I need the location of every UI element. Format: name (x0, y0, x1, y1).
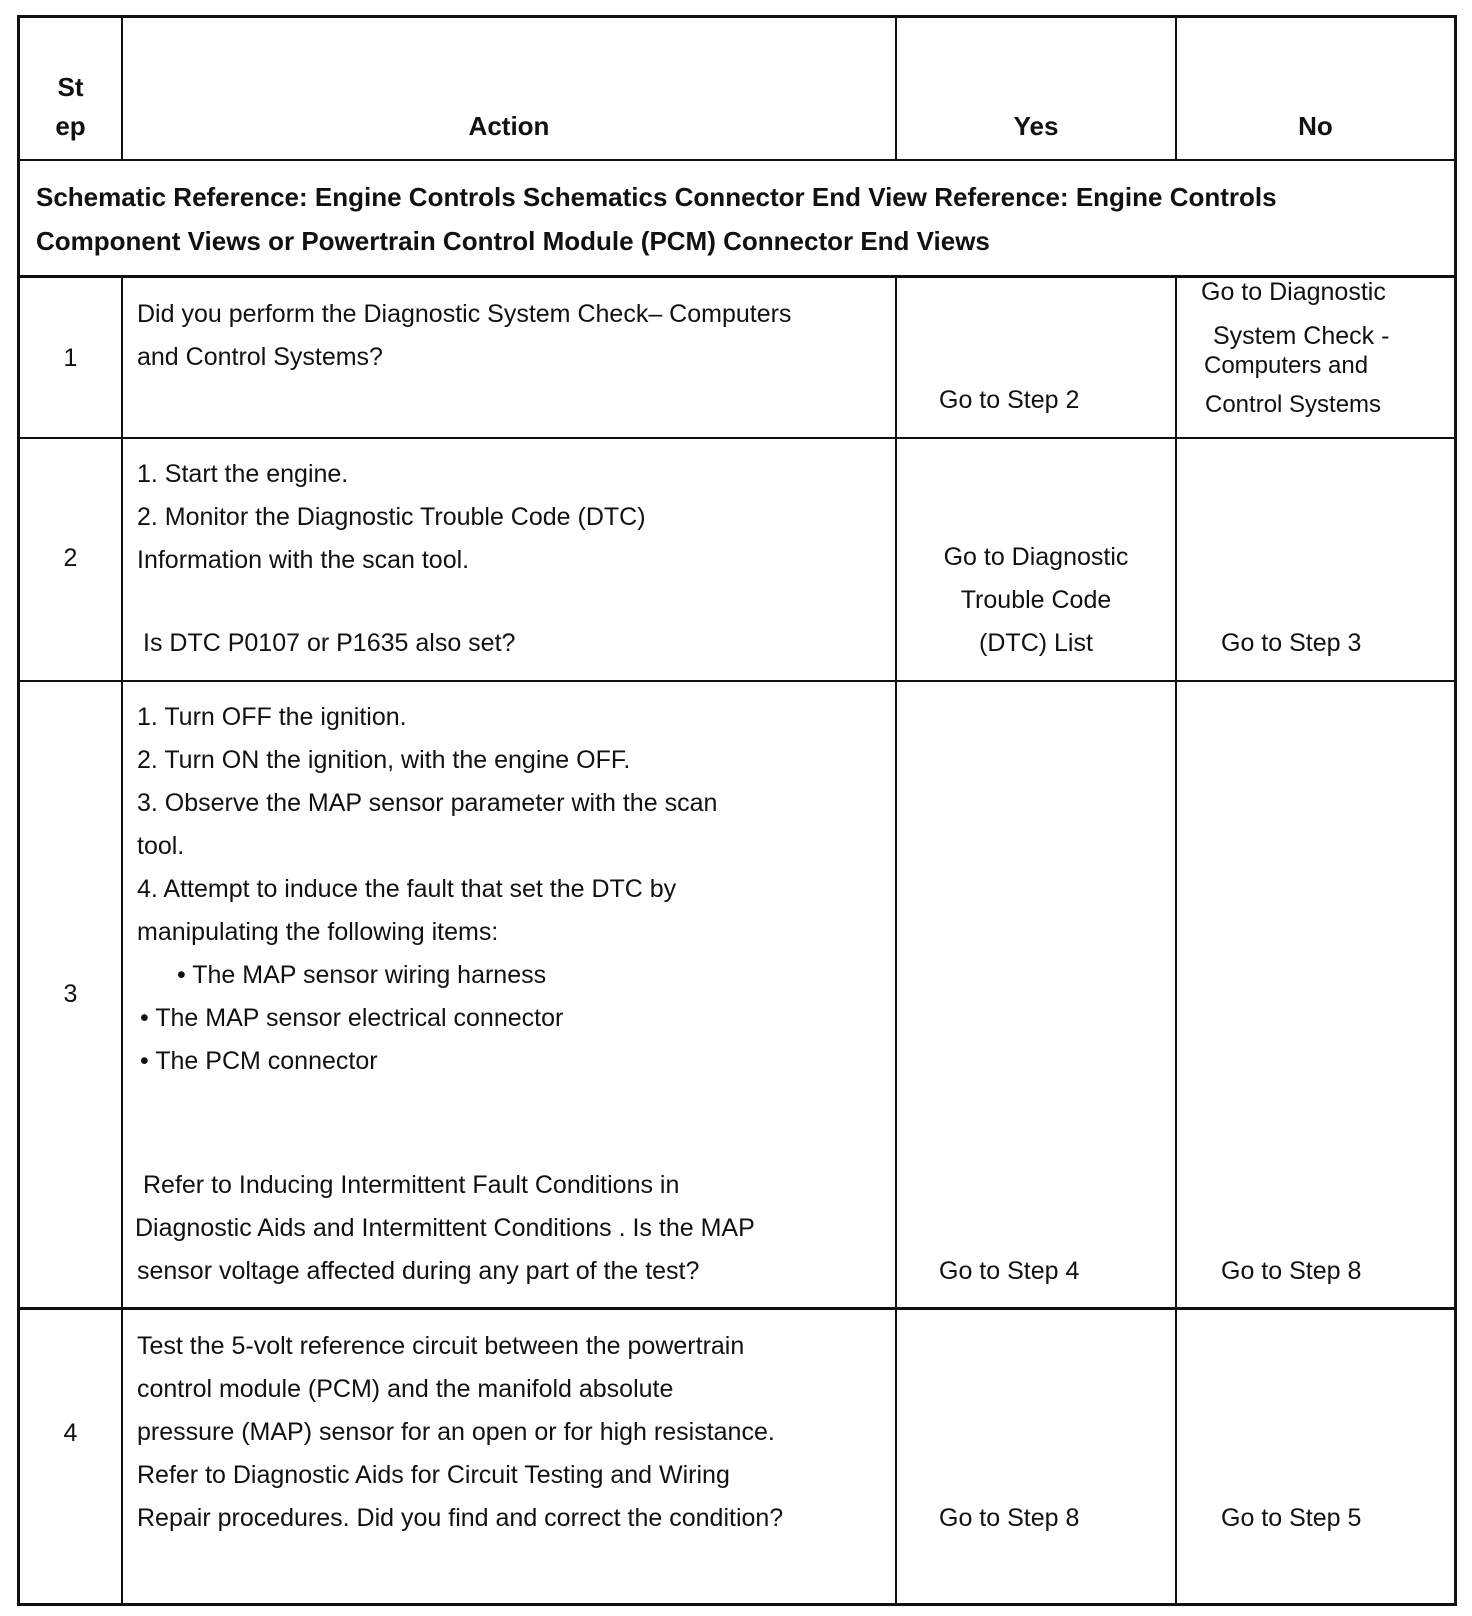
step-cell (20, 682, 123, 1307)
no-cell[interactable] (1177, 682, 1454, 1307)
table-row (20, 278, 1454, 439)
reference-line-1: Schematic Reference: Engine Controls Schematics Connector End View Reference: Engine Controls (36, 182, 1277, 212)
step-cell (20, 1310, 123, 1603)
no-cell[interactable] (1177, 439, 1454, 680)
step-number: 3 (63, 980, 78, 1008)
schematic-reference (36, 175, 1436, 263)
yes-cell[interactable] (897, 682, 1177, 1307)
action-line: sensor voltage affected during any part of the test? (137, 1257, 700, 1285)
action-line: Repair procedures. Did you find and correct the condition? (137, 1504, 784, 1532)
header-yes-cell (897, 18, 1177, 159)
action-line: Is DTC P0107 or P1635 also set? (143, 629, 516, 657)
action-cell (123, 1310, 897, 1603)
yes-result-line[interactable]: (DTC) List (979, 629, 1093, 657)
action-line: 2. Monitor the Diagnostic Trouble Code (DTC) (137, 503, 646, 531)
yes-cell[interactable] (897, 439, 1177, 680)
header-step-line1: St (57, 72, 84, 102)
yes-result-line[interactable]: Go to Diagnostic (943, 543, 1129, 571)
action-line: 2. Turn ON the ignition, with the engine OFF. (137, 746, 631, 774)
header-no-cell (1177, 18, 1454, 159)
action-line: 4. Attempt to induce the fault that set the DTC by (137, 875, 677, 903)
no-cell[interactable] (1177, 1310, 1454, 1603)
action-bullet: • The PCM connector (140, 1047, 378, 1075)
step-cell (20, 278, 123, 437)
action-line: tool. (137, 832, 185, 860)
step-number: 2 (63, 544, 78, 572)
action-line: Refer to Diagnostic Aids for Circuit Testing and Wiring (137, 1461, 730, 1489)
yes-cell[interactable] (897, 278, 1177, 437)
action-line: control module (PCM) and the manifold absolute (137, 1375, 674, 1403)
table-row (20, 1310, 1454, 1603)
action-cell (123, 439, 897, 680)
no-result[interactable]: Go to Step 5 (1221, 1504, 1362, 1532)
action-line: and Control Systems? (137, 343, 383, 371)
action-bullet: • The MAP sensor wiring harness (177, 961, 547, 989)
action-line: 1. Start the engine. (137, 460, 349, 488)
action-line: 1. Turn OFF the ignition. (137, 703, 407, 731)
yes-result[interactable]: Go to Step 4 (939, 1257, 1080, 1285)
reference-row (20, 161, 1454, 278)
header-action: Action (468, 111, 550, 141)
yes-result[interactable]: Go to Step 2 (939, 386, 1080, 414)
action-line: Did you perform the Diagnostic System Check– Computers (137, 300, 792, 328)
no-result-line[interactable]: Go to Diagnostic (1201, 278, 1386, 306)
action-line: Diagnostic Aids and Intermittent Conditions . Is the MAP (135, 1214, 755, 1242)
action-line: Information with the scan tool. (137, 546, 470, 574)
action-line: manipulating the following items: (137, 918, 499, 946)
step-number: 4 (63, 1419, 78, 1447)
yes-result-line[interactable]: Trouble Code (960, 586, 1112, 614)
header-action-cell (123, 18, 897, 159)
yes-result[interactable]: Go to Step 8 (939, 1504, 1080, 1532)
no-result[interactable]: Go to Step 3 (1221, 629, 1362, 657)
action-bullet: • The MAP sensor electrical connector (140, 1004, 564, 1032)
action-cell (123, 682, 897, 1307)
action-line: 3. Observe the MAP sensor parameter with the scan (137, 789, 718, 817)
action-line: Refer to Inducing Intermittent Fault Conditions in (143, 1171, 680, 1199)
action-line: pressure (MAP) sensor for an open or for high resistance. (137, 1418, 775, 1446)
step-cell (20, 439, 123, 680)
header-row (20, 18, 1454, 161)
action-line: Test the 5-volt reference circuit between the powertrain (137, 1332, 745, 1360)
table-row (20, 682, 1454, 1310)
diagnostic-table (17, 15, 1457, 1606)
header-yes: Yes (1013, 111, 1059, 141)
no-result[interactable]: Go to Step 8 (1221, 1257, 1362, 1285)
table-row (20, 439, 1454, 682)
header-step-line2: ep (55, 111, 86, 141)
step-number: 1 (63, 344, 78, 372)
action-cell (123, 278, 897, 437)
no-result-line[interactable]: Control Systems (1205, 391, 1382, 418)
header-no: No (1298, 111, 1333, 141)
no-result-line[interactable]: System Check - (1213, 322, 1390, 350)
header-step-cell (20, 18, 123, 159)
no-cell[interactable] (1177, 278, 1454, 437)
no-result-line[interactable]: Computers and (1204, 352, 1369, 379)
yes-cell[interactable] (897, 1310, 1177, 1603)
reference-line-2: Component Views or Powertrain Control Module (PCM) Connector End Views (36, 226, 990, 256)
